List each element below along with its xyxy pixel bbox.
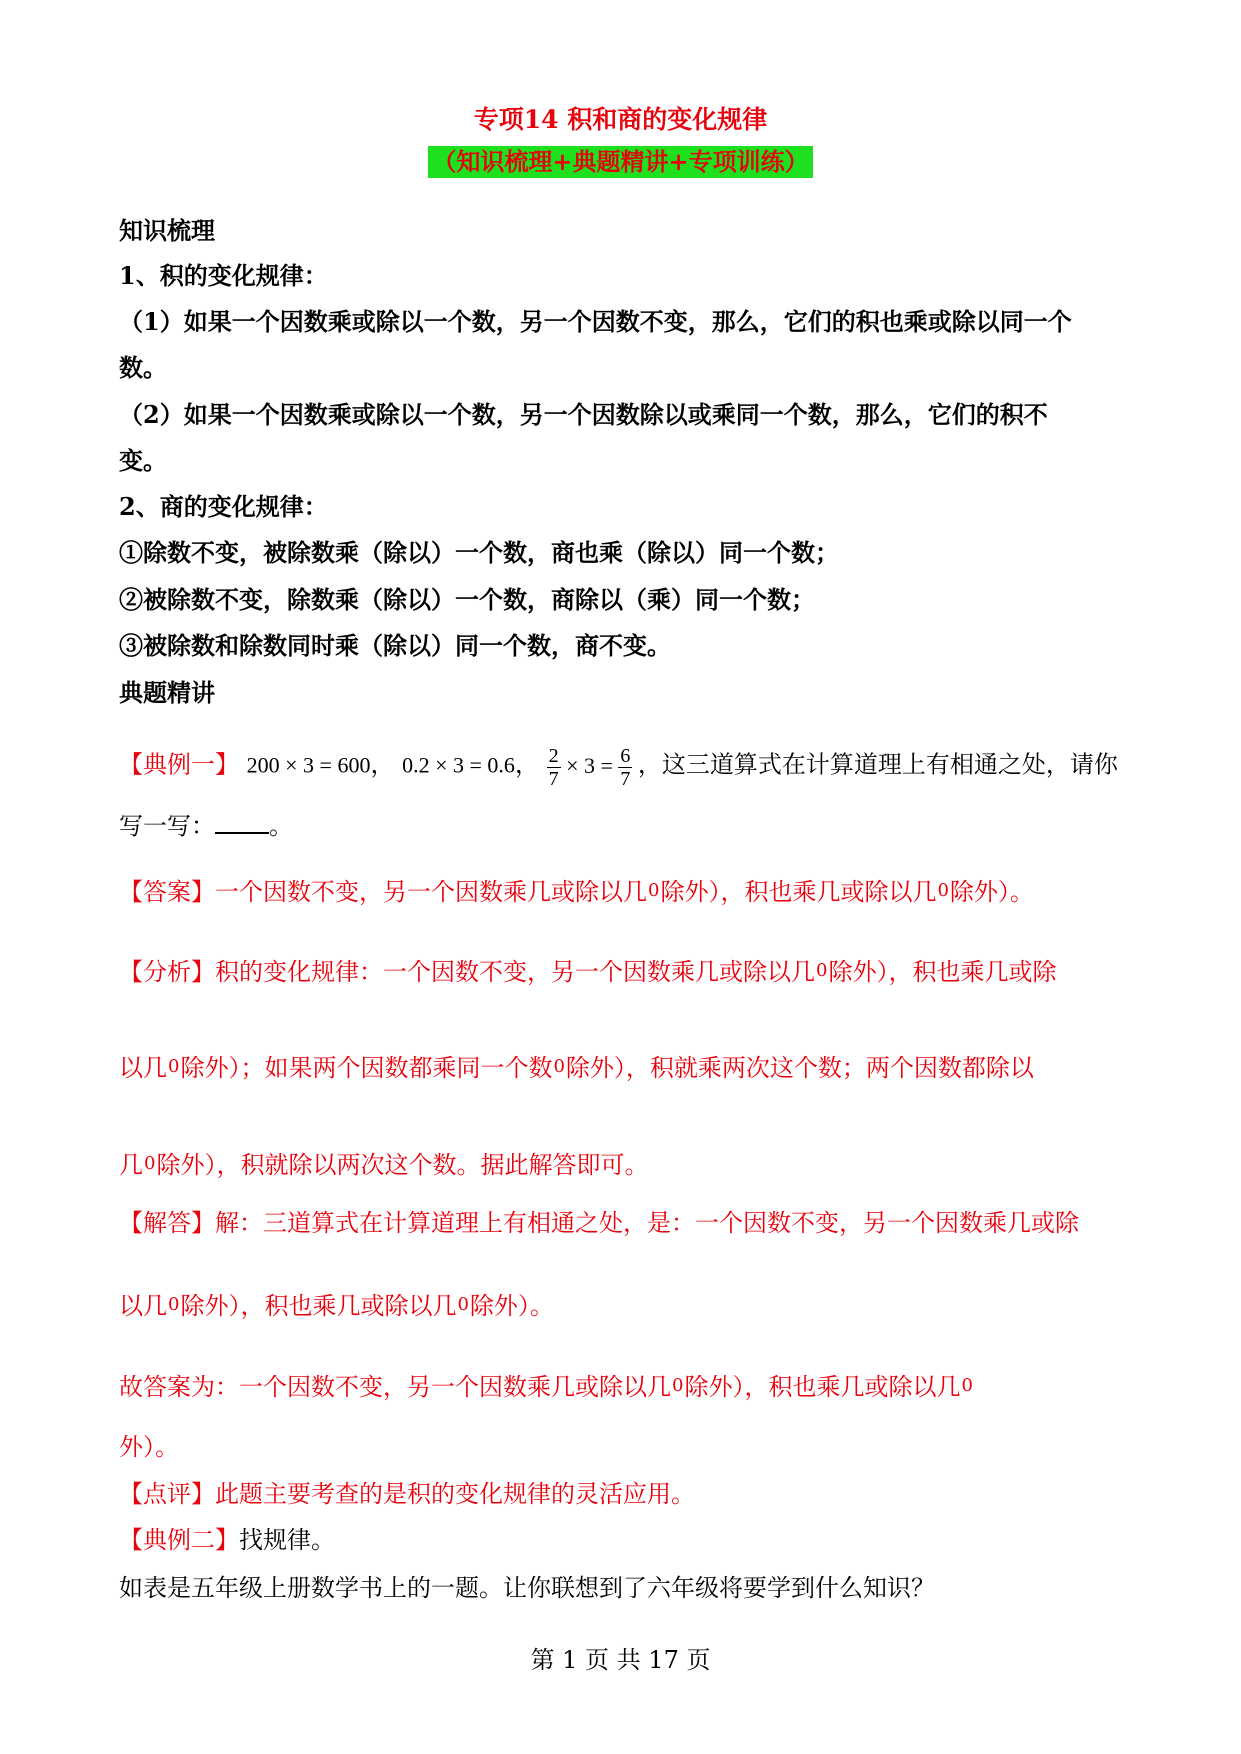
example2-tag: 【典例二】 — [119, 1526, 239, 1554]
fraction-six-sevenths — [618, 745, 632, 790]
solution-text: 故答案为：一个因数不变，另一个因数乘几或除以几 — [119, 1373, 671, 1401]
analysis-line1 — [119, 956, 1056, 991]
comment-text: 此题主要考查的是积的变化规律的灵活应用。 — [215, 1480, 695, 1508]
solution-text: 以几 — [119, 1292, 167, 1320]
equation-2: 0.2 × 3 = 0.6 — [402, 752, 515, 778]
rule1-point2-line1: （2）如果一个因数乘或除以一个数，另一个因数除以或乘同一个数，那么，它们的积不 — [119, 400, 1048, 429]
example2-line1 — [119, 1524, 335, 1556]
solution-line1 — [119, 1207, 1079, 1239]
fraction-numerator: 2 — [548, 745, 559, 767]
answer-text: 除外），积也乘几或除以几 — [660, 878, 937, 906]
comment-line — [119, 1478, 695, 1510]
rule1-point1-line1: （1）如果一个因数乘或除以一个数，另一个因数不变，那么，它们的积也乘或除以同一个 — [119, 307, 1072, 336]
answer-line — [119, 876, 1034, 911]
rule2-item2: ②被除数不变，除数乘（除以）一个数，商除以（乘）同一个数； — [119, 585, 815, 614]
example1-text: ，这三道算式在计算道理上有相通之处，请你 — [637, 750, 1118, 779]
solution-text: 解：三道算式在计算道理上有相通之处，是：一个因数不变，另一个因数乘几或除 — [215, 1209, 1079, 1237]
analysis-text: 几 — [119, 1151, 143, 1179]
comment-tag: 【点评】 — [119, 1480, 215, 1508]
zero-superscript: 0 — [672, 1375, 684, 1396]
analysis-text: 除外），积就除以两次这个数。据此解答即可。 — [156, 1151, 649, 1179]
rule2-heading: 2、商的变化规律： — [119, 492, 328, 521]
solution-tag: 【解答】 — [119, 1209, 215, 1237]
solution-line3 — [119, 1371, 974, 1406]
answer-blank — [215, 810, 269, 834]
analysis-text: 除外）；如果两个因数都乘同一个数 — [180, 1054, 553, 1082]
section-heading-knowledge: 知识梳理 — [119, 216, 215, 245]
fraction-denominator: 7 — [620, 768, 631, 790]
fraction-denominator: 7 — [548, 768, 559, 790]
section-heading-examples: 典题精讲 — [119, 678, 215, 707]
answer-text: 除外）。 — [949, 878, 1034, 906]
analysis-text: 除外），积也乘几或除 — [828, 958, 1057, 986]
period: 。 — [269, 812, 293, 840]
example1-line2 — [119, 810, 293, 842]
zero-superscript: 0 — [553, 1056, 565, 1077]
solution-line2 — [119, 1290, 554, 1325]
equation-1: 200 × 3 = 600 — [246, 752, 371, 778]
fraction-two-sevenths — [547, 745, 561, 790]
separator: ， — [370, 750, 395, 779]
zero-superscript: 0 — [168, 1056, 180, 1077]
solution-text: 除外）。 — [469, 1292, 554, 1320]
analysis-tag: 【分析】 — [119, 958, 215, 986]
rule1-point2-line2: 变。 — [119, 446, 167, 475]
zero-superscript: 0 — [168, 1294, 180, 1315]
subtitle-wrap — [0, 146, 1241, 178]
example2-text: 找规律。 — [239, 1526, 335, 1554]
page-title: 专项14 积和商的变化规律 — [473, 105, 768, 134]
page-subtitle: （知识梳理+典题精讲+专项训练） — [428, 146, 812, 178]
zero-superscript: 0 — [961, 1375, 973, 1396]
solution-line4: 外）。 — [119, 1433, 179, 1461]
separator: ， — [514, 750, 539, 779]
page-footer: 第 1 页 共 17 页 — [530, 1646, 711, 1674]
solution-text: 除外），积也乘几或除以几 — [684, 1373, 961, 1401]
zero-superscript: 0 — [816, 960, 828, 981]
answer-tag: 【答案】 — [119, 878, 215, 906]
example1-tag: 【典例一】 — [119, 750, 239, 779]
zero-superscript: 0 — [648, 880, 660, 901]
rule1-heading: 1、积的变化规律： — [119, 261, 328, 290]
zero-superscript: 0 — [144, 1153, 156, 1174]
zero-superscript: 0 — [457, 1294, 469, 1315]
example1-prompt: 写一写： — [119, 812, 215, 840]
equation-3 — [547, 745, 638, 790]
analysis-line3 — [119, 1149, 648, 1184]
zero-superscript: 0 — [937, 880, 949, 901]
example1-line1 — [119, 745, 1118, 790]
rule2-item3: ③被除数和除数同时乘（除以）同一个数，商不变。 — [119, 631, 671, 660]
analysis-line2 — [119, 1052, 1034, 1087]
rule2-item1: ①除数不变，被除数乘（除以）一个数，商也乘（除以）同一个数； — [119, 538, 839, 567]
times-three: × 3 = — [566, 752, 613, 778]
rule1-point1-line2: 数。 — [119, 353, 167, 382]
analysis-text: 除外），积就乘两次这个数；两个因数都除以 — [565, 1054, 1034, 1082]
analysis-text: 以几 — [119, 1054, 167, 1082]
example2-line2: 如表是五年级上册数学书上的一题。让你联想到了六年级将要学到什么知识？ — [119, 1574, 935, 1602]
solution-text: 除外），积也乘几或除以几 — [180, 1292, 457, 1320]
analysis-text: 积的变化规律：一个因数不变，另一个因数乘几或除以几 — [215, 958, 815, 986]
fraction-numerator: 6 — [620, 745, 631, 767]
answer-text: 一个因数不变，另一个因数乘几或除以几 — [215, 878, 647, 906]
